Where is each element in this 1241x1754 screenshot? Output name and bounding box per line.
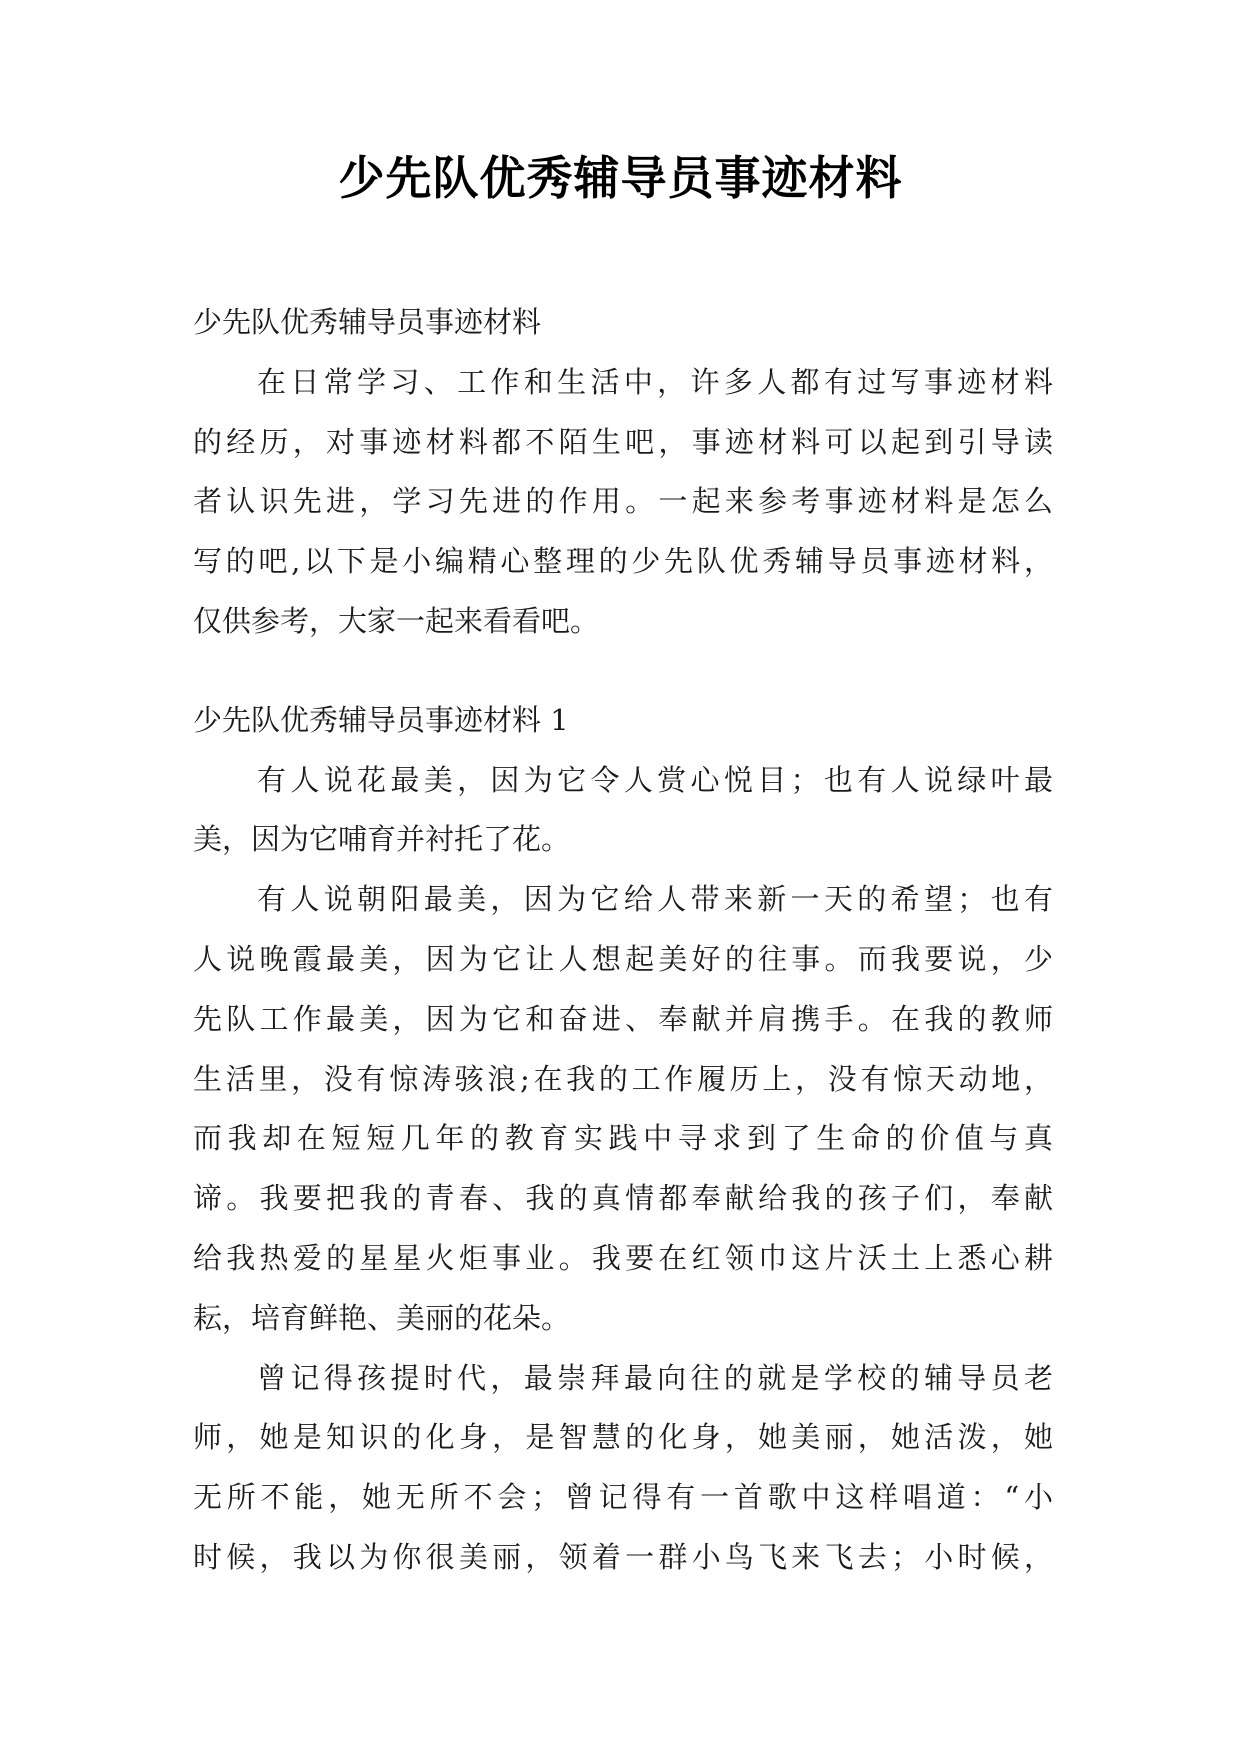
paragraph-line: 谛。我要把我的青春、我的真情都奉献给我的孩子们，奉献 [193, 1181, 1053, 1216]
paragraph-line: 时候，我以为你很美丽，领着一群小鸟飞来飞去；小时候， [193, 1539, 1053, 1574]
paragraph-line: 生活里，没有惊涛骇浪;在我的工作履历上，没有惊天动地， [193, 1061, 1053, 1096]
intro-paragraph [193, 353, 1053, 652]
paragraph-line: 仅供参考，大家一起来看看吧。 [193, 603, 600, 638]
paragraph-line: 写的吧,以下是小编精心整理的少先队优秀辅导员事迹材料， [193, 544, 1053, 579]
document-body [193, 293, 1053, 1588]
document-subtitle: 少先队优秀辅导员事迹材料 [193, 305, 542, 339]
body-paragraph-1 [193, 751, 1053, 871]
section-heading: 少先队优秀辅导员事迹材料 1 [193, 702, 569, 737]
paragraph-line: 在日常学习、工作和生活中，许多人都有过写事迹材料 [257, 364, 1053, 399]
section-gap [193, 652, 1053, 691]
paragraph-line: 美，因为它哺育并衬托了花。 [193, 822, 571, 857]
paragraph-line: 耘，培育鲜艳、美丽的花朵。 [193, 1300, 571, 1335]
paragraph-line: 而我却在短短几年的教育实践中寻求到了生命的价值与真 [193, 1121, 1053, 1156]
body-paragraph-3 [193, 1349, 1053, 1588]
paragraph-line: 人说晚霞最美，因为它让人想起美好的往事。而我要说，少 [193, 941, 1053, 976]
paragraph-line: 者认识先进，学习先进的作用。一起来参考事迹材料是怎么 [193, 484, 1053, 519]
paragraph-line: 有人说花最美，因为它令人赏心悦目；也有人说绿叶最 [257, 762, 1053, 797]
paragraph-line: 师，她是知识的化身，是智慧的化身，她美丽，她活泼，她 [193, 1420, 1053, 1455]
paragraph-line: 无所不能，她无所不会；曾记得有一首歌中这样唱道：“小 [193, 1480, 1053, 1515]
paragraph-line: 有人说朝阳最美，因为它给人带来新一天的希望；也有 [257, 882, 1053, 917]
document-title: 少先队优秀辅导员事迹材料 [338, 151, 903, 205]
paragraph-line: 的经历，对事迹材料都不陌生吧，事迹材料可以起到引导读 [193, 424, 1053, 459]
body-paragraph-2 [193, 870, 1053, 1348]
paragraph-line: 曾记得孩提时代，最崇拜最向往的就是学校的辅导员老 [257, 1360, 1053, 1395]
paragraph-line: 先队工作最美，因为它和奋进、奉献并肩携手。在我的教师 [193, 1001, 1053, 1036]
paragraph-line: 给我热爱的星星火炬事业。我要在红领巾这片沃土上悉心耕 [193, 1240, 1053, 1275]
